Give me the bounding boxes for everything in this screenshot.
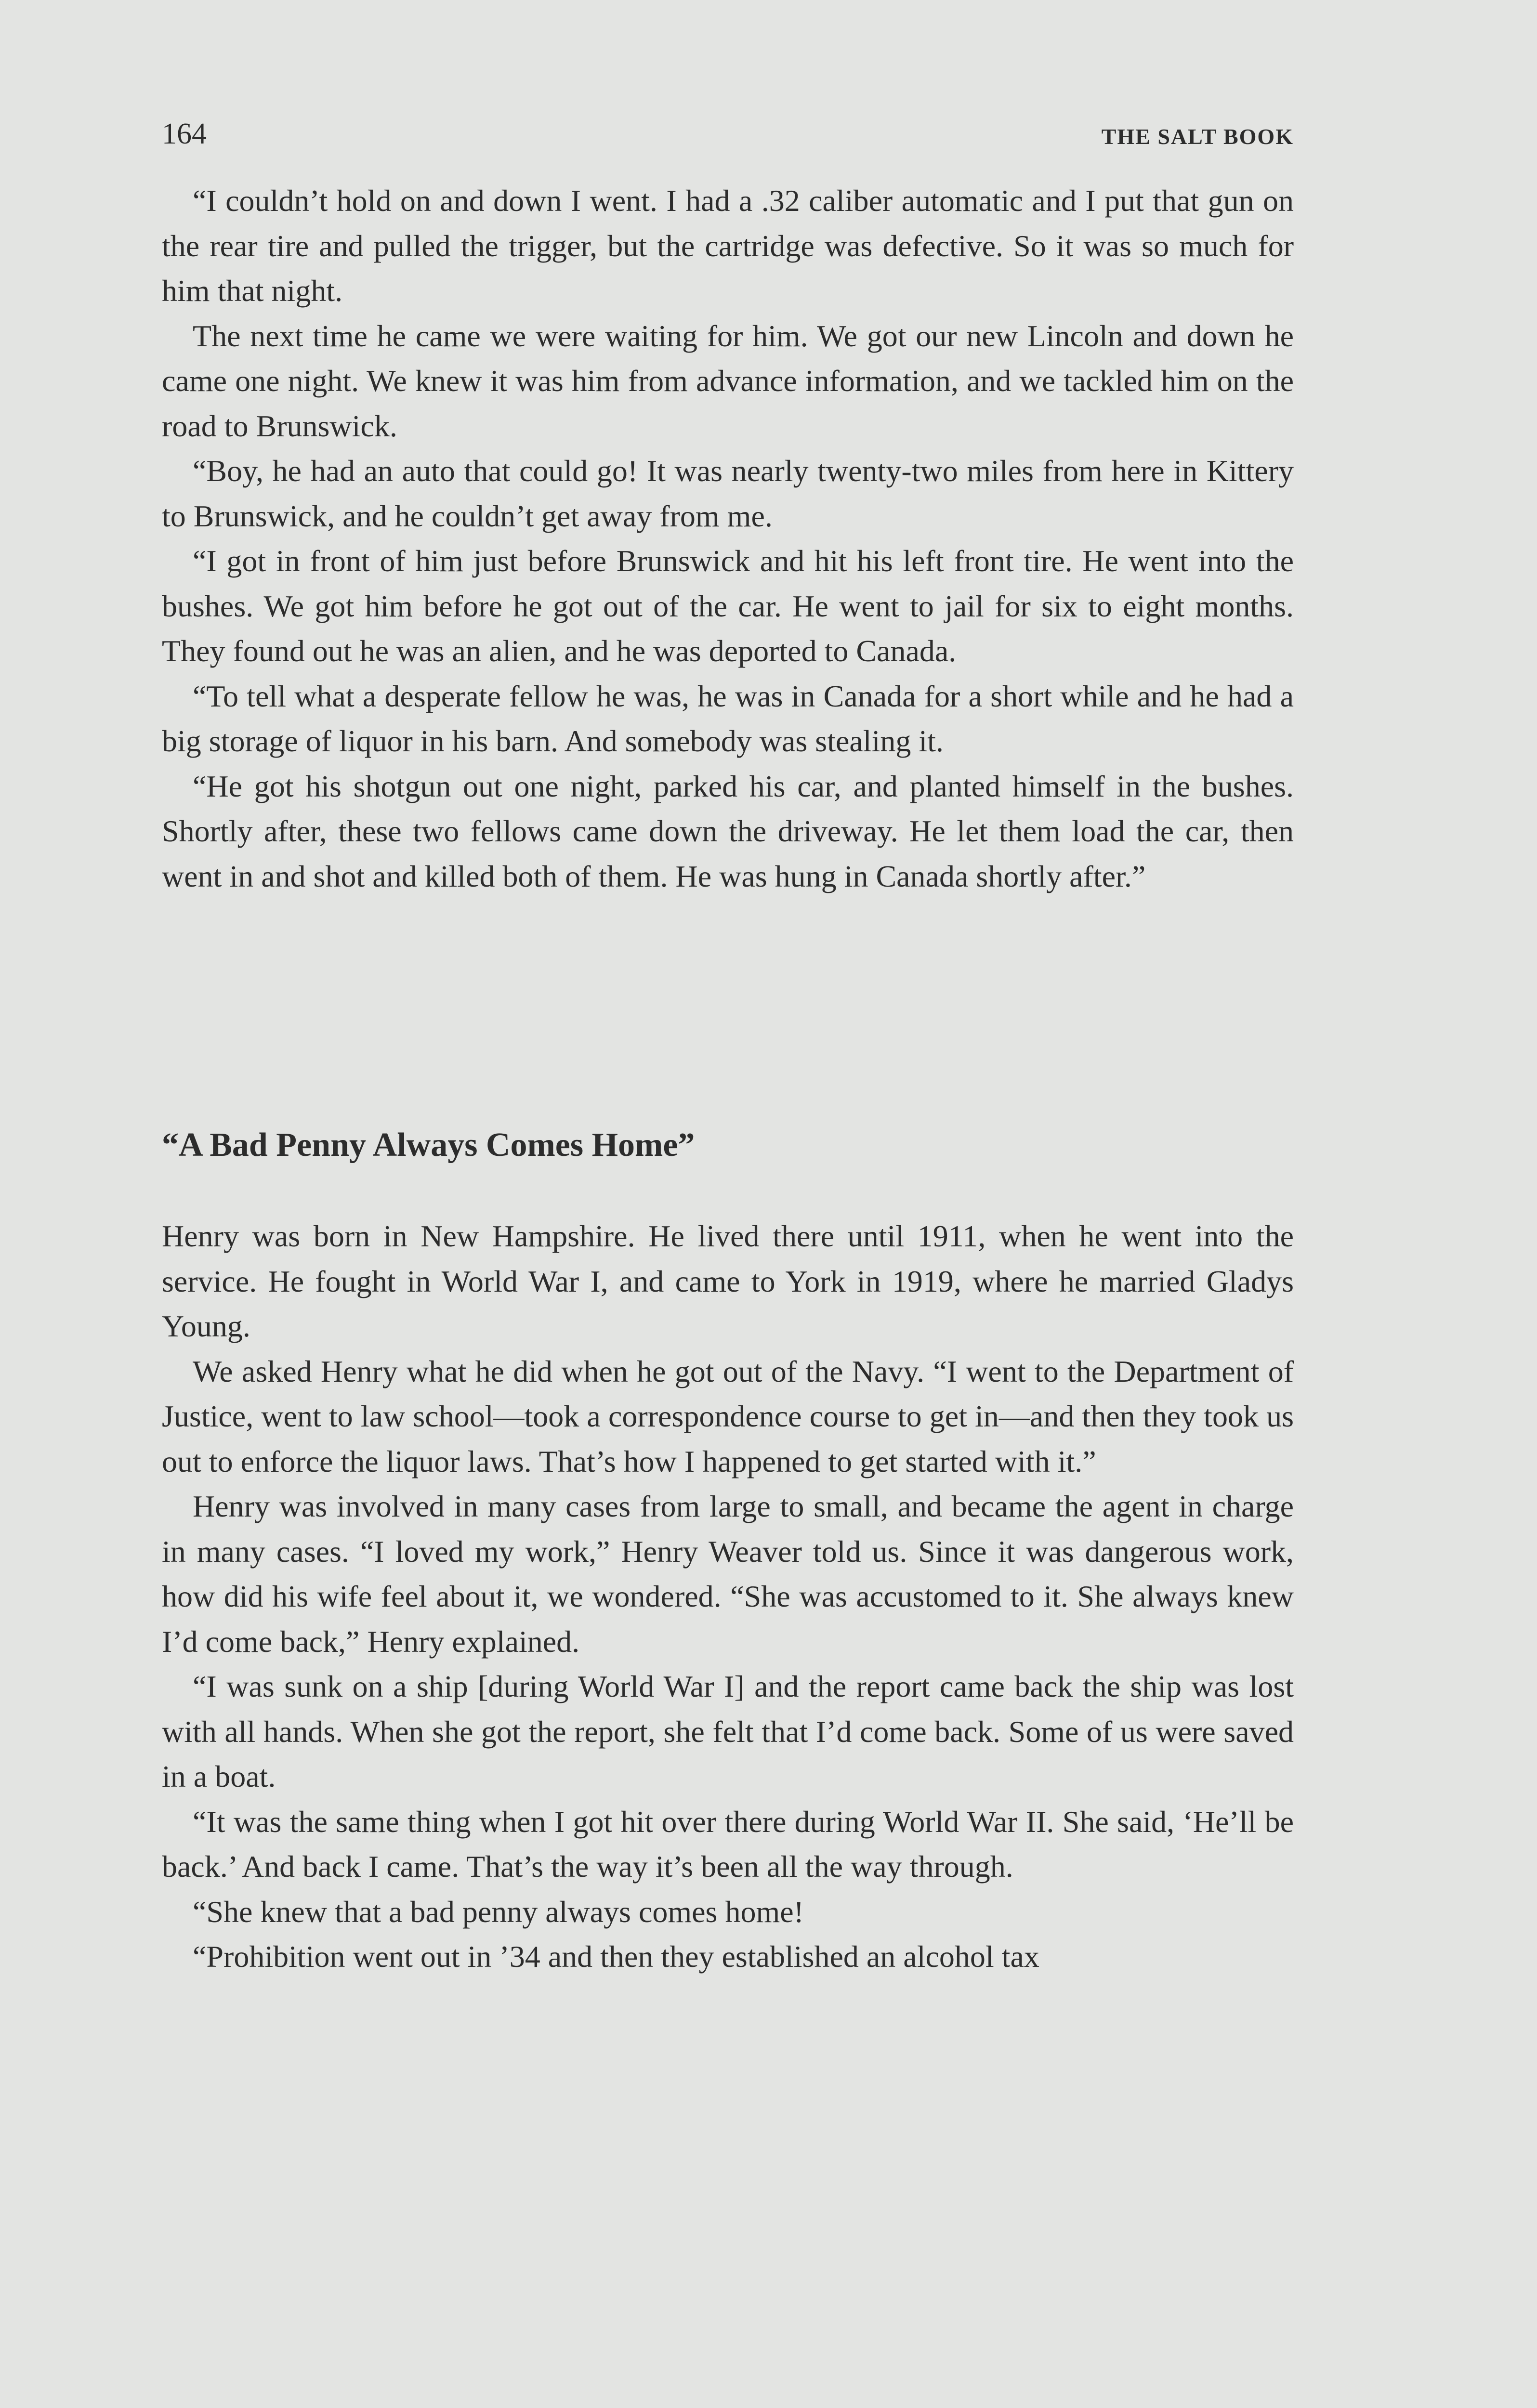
paragraph: Henry was involved in many cases from large to small, and became the agent in charge in many cases. “I loved my work,” Henry Weaver told us. Since it was dangerous work, how did his wife feel about it, we wondered. “She was accustomed to it. She always knew I’d come back,” Henry explained. [162, 1489, 1294, 1659]
paragraph: “To tell what a desperate fellow he was, he was in Canada for a short while and he had a big storage of liquor in his barn. And somebody was stealing it. [162, 679, 1294, 758]
paragraph: “I was sunk on a ship [during World War I] and the report came back the ship was lost with all hands. When she got the report, she felt that I’d come back. Some of us were saved in a boat. [162, 1669, 1294, 1793]
paragraph: “I got in front of him just before Brunswick and hit his left front tire. He went into the bushes. We got him before he got out of the car. He went to jail for six to eight months. They found out he was an alien, and he was deported to Canada. [162, 544, 1294, 668]
paragraph: “Boy, he had an auto that could go! It was nearly twenty-two miles from here in Kittery to Brunswick, and he couldn’t get away from me. [162, 454, 1294, 533]
paragraph: “He got his shotgun out one night, parked his car, and planted himself in the bushes. Shortly after, these two fellows came down the driveway. He let them load the car, then went in and shot and killed both of them. He was hung in Canada shortly after.” [162, 769, 1294, 893]
paragraph: The next time he came we were waiting for him. We got our new Lincoln and down he came one night. We knew it was him from advance information, and we tackled him on the road to Brunswick. [162, 318, 1294, 443]
body-text-bottom [162, 1214, 1294, 1979]
running-head: THE SALT BOOK [1101, 124, 1294, 149]
paragraph: “She knew that a bad penny always comes home! [193, 1894, 804, 1929]
paragraph: “Prohibition went out in ’34 and then they established an alcohol tax [193, 1939, 1039, 1974]
page-header [162, 110, 1294, 158]
body-text-top [162, 178, 1294, 899]
section-title: “A Bad Penny Always Comes Home” [162, 1126, 695, 1164]
page-number: 164 [162, 118, 207, 150]
paragraph: “It was the same thing when I got hit over there during World War II. She said, ‘He’ll be back.’ And back I came. That’s the way it’s been all the way through. [162, 1804, 1294, 1884]
paragraph: “I couldn’t hold on and down I went. I had a .32 caliber automatic and I put that gun on the rear tire and pulled the trigger, but the cartridge was defective. So it was so much for him that night. [162, 183, 1294, 308]
paragraph: We asked Henry what he did when he got out of the Navy. “I went to the Department of Justice, went to law school—took a correspondence course to get in—and then they took us out to enforce the liquor laws. That’s how I happened to get started with it.” [162, 1354, 1294, 1479]
paragraph: Henry was born in New Hampshire. He lived there until 1911, when he went into the service. He fought in World War I, and came to York in 1919, where he married Gladys Young. [162, 1219, 1294, 1343]
